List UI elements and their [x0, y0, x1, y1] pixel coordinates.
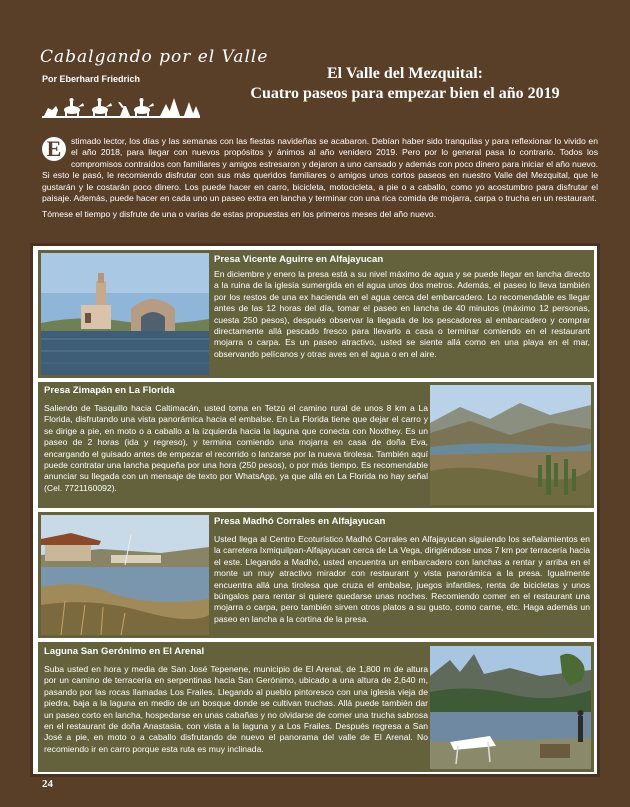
section-presa-vicente-aguirre — [38, 250, 594, 378]
byline: Por Eberhard Friedrich — [42, 74, 141, 84]
section-body: Saliendo de Tasquillo hacia Caltimacán, usted toma en Tetzú el camino rural de unos 8 km a La Florida, disfrutando una vista panorámica hacia el embalse. En La Florida tiene que dejar el carro y se dirige a pie, en moto o a caballo a la izquierda hacia la laguna que conecta con Noxthey. Es un paseo de 2 horas (ida y regreso), y termina comiendo una mojarra en casa de doña Eva, encargando el guisado antes de empezar el recorrido o lanzarse por la nueva tirolesa. También aquí puede contratar una lancha pequeña por una hora (250 pesos), o por más tiempo. Es recomendable anunciar su llegada con un mensaje de texto por WhatsApp, ya que allá en La Florida no hay señal (Cel. 7721160092). — [44, 403, 428, 493]
dropcap: E — [42, 137, 66, 161]
section-presa-zimapan — [38, 382, 594, 508]
canyon-reservoir-photo — [430, 385, 591, 505]
section-title: Presa Zimapán en La Florida — [44, 385, 175, 396]
mountain-lagoon-photo — [430, 646, 591, 769]
intro — [42, 136, 598, 221]
section-title: Presa Vicente Aguirre en Alfajayucan — [214, 254, 384, 265]
riders-silhouette-ornament — [42, 94, 200, 120]
title-line-2: Cuatro paseos para empezar bien el año 2019 — [250, 85, 560, 102]
article-title — [220, 64, 590, 104]
title-line-1: El Valle del Mezquital: — [327, 65, 483, 82]
section-body: En diciembre y enero la presa está a su nivel máximo de agua y se puede llegar en lancha directo a la ruina de la iglesia sumergida en el agua unos dos metros. Además, el paseo lo lleva también por los restos de una ex hacienda en el agua cerca del embarcadero. Lo recomendable es llegar antes de las 12 horas del día, tomar el paseo en lancha de 40 minutos (máximo 12 personas, cuesta 250 pesos), después observar la llegada de los pescadores al embarcadero y comprar directamente allá pescado fresco para llevarlo a casa o terminar comiendo en el restaurant mojarra o carpa. Es un paseo atractivo, usted se siente allá como en una playa en el mar, observando pelícanos y otras aves en el agua o en el aire. — [214, 269, 590, 359]
section-laguna-san-geronimo — [38, 642, 594, 772]
church-ruin-in-lake-photo — [41, 253, 209, 375]
destinations-panel — [30, 243, 600, 777]
section-title: Laguna San Gerónimo en El Arenal — [44, 646, 205, 657]
page-number: 24 — [42, 778, 53, 790]
section-presa-madho-corrales — [38, 512, 594, 638]
section-body: Usted llega al Centro Ecoturístico Madhó Corrales en Alfajayucan siguiendo los señalamientos en la carretera Ixmiquilpan-Alfajayucan cerca de La Vega, dirigiéndose unos 7 km por terracería hacia el este. Llegando a Madhó, usted encuentra un embarcadero con lanchas a rentar y arriba en el monte un muy atractivo mirador con restaurant y vista panorámica a la presa. Igualmente encuentra allá una tirolesa que cruza el embalse, juegos infantiles, renta de bicicletas y unos búngalos para rentar si quiere quedarse unas noches. Recomiendo comer en el restaurant una mojarra o carpa, pero también sirven otros platos a su gusto, como carne, etc. Haga además un paseo en lancha a la cortina de la presa. — [214, 534, 590, 624]
section-title: Presa Madhó Corrales en Alfajayucan — [214, 516, 386, 527]
intro-paragraph — [42, 136, 598, 204]
intro-note: Tómese el tiempo y disfrute de una o varias de estas propuestas en los primeros meses del año nuevo. — [42, 209, 437, 220]
lakeside-bungalow-photo — [41, 515, 209, 635]
intro-text: stimado lector, los días y las semanas con las fiestas navideñas se acabaron. Debían haber sido tranquilas y para reflexionar lo vivido en el año 2018, para llegar con nuevos propósitos y ánimos al año venidero 2019. Pero por lo general pasa lo contrario. Todos los compromisos contraídos con familiares y amigos estresaron y dejaron a uno cansado y además con poco dinero para iniciar el año nuevo. Si esto le pasó, le recomiendo disfrutar con sus más queridos familiares o amigos unos cortos paseos en nuestro Valle del Mezquital, que le gustarán y le costarán poco dinero. Los puede hacer en carro, bicicleta, motocicleta, a pie o a caballo, como yo acostumbro para disfrutar el paisaje. Además, puede hacer en cada uno un paseo extra en lancha y terminar con una rica comida de mojarra, carpa o trucha en un restaurant. — [42, 136, 598, 204]
column-name: Cabalgando por el Valle — [40, 47, 269, 67]
section-body: Suba usted en hora y media de San José Tepenene, municipio de El Arenal, de 1,800 m de altura por un camino de terracería en serpentinas hacia San Gerónimo, ubicado a una altura de 2,640 m, pasando por las rocas llamadas Los Frailes. Llegando al pueblo pintoresco con una iglesia vieja de piedra, baja a la laguna en medio de un bosque donde se cultivan truchas. Allá puede también dar un paseo corto en lancha, hospedarse en unas cabañas y no olvidarse de comer una trucha sabrosa en el restaurant de doña Anastasia, con vista a la laguna y a Los Frailes. Después regresa a San José a pie, en moto o a caballo disfrutando de nuevo el panorama del valle de El Arenal. No recomiendo ir en carro porque esta ruta es muy inclinada. — [44, 664, 428, 754]
